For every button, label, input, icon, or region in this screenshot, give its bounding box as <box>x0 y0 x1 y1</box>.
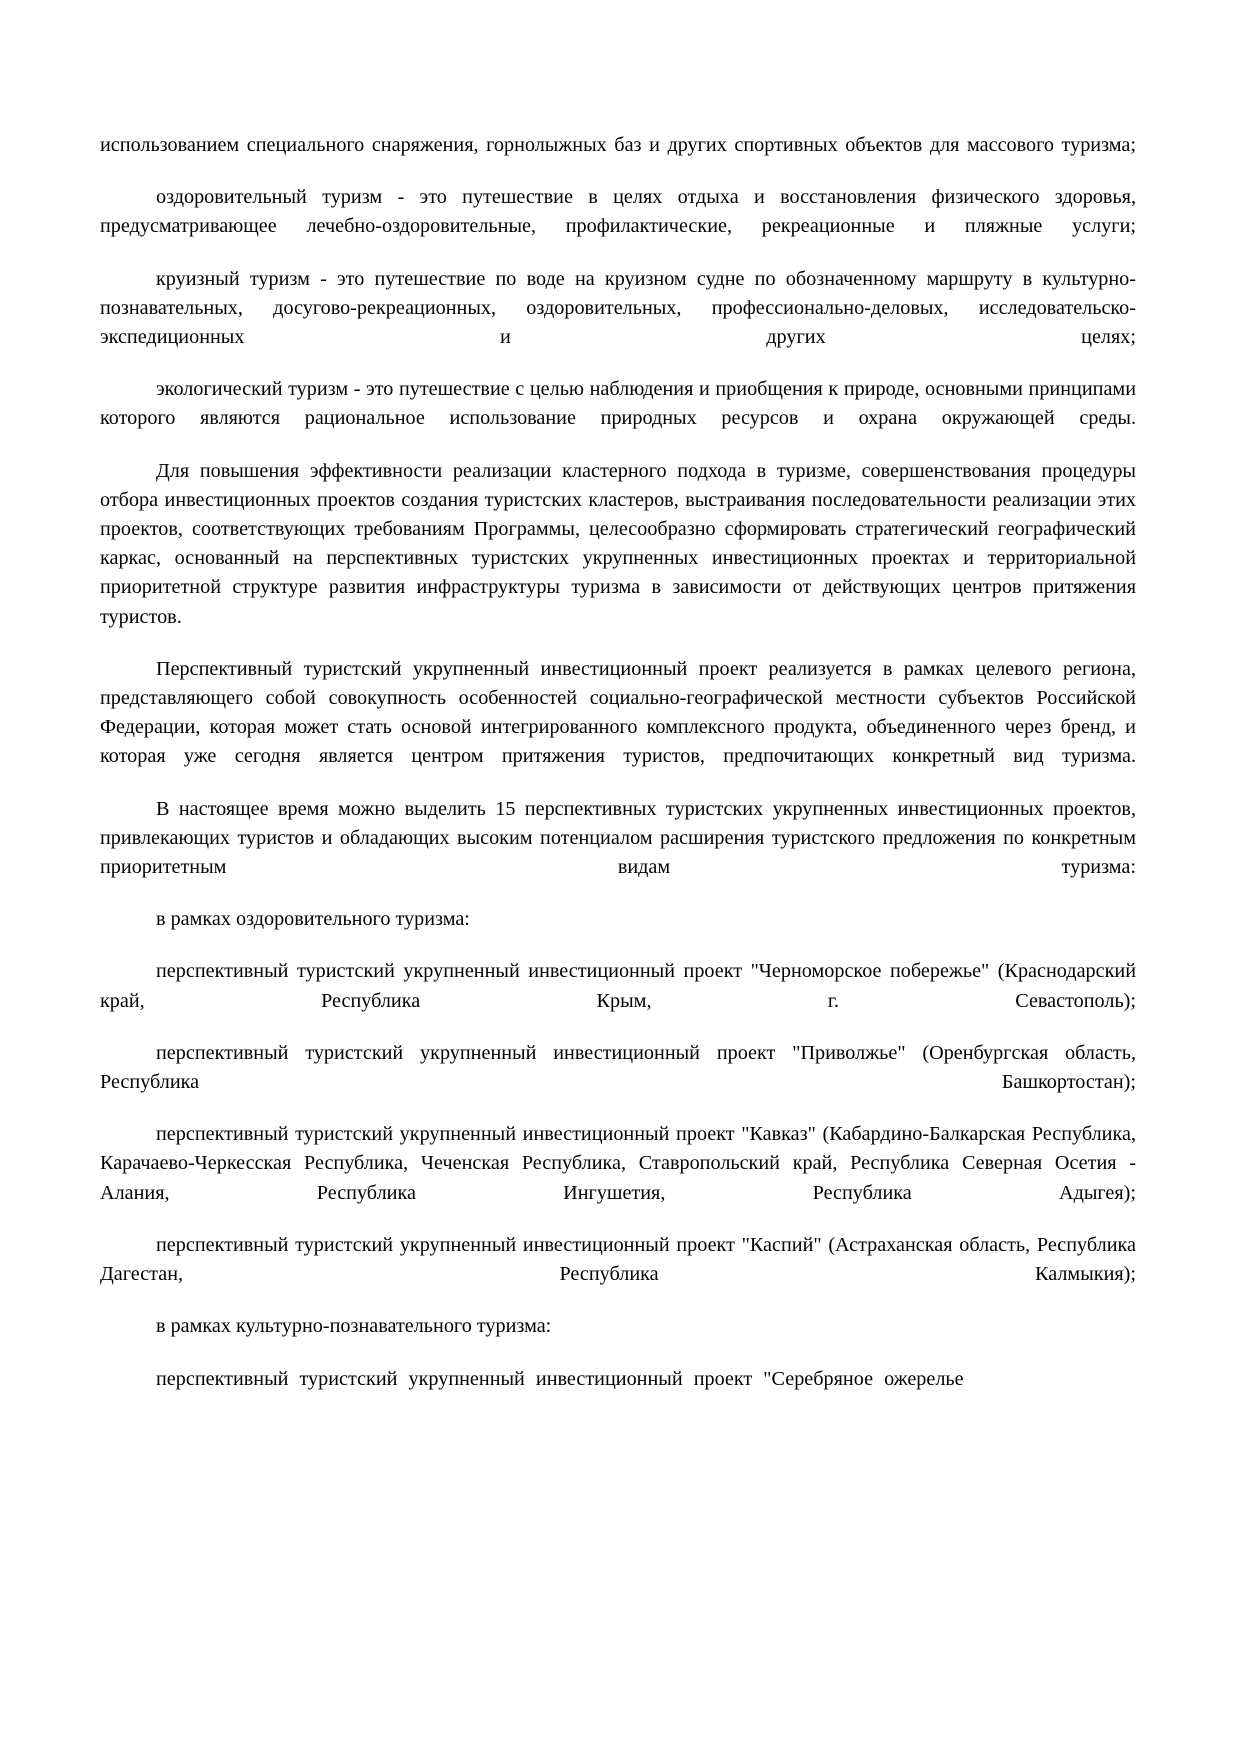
paragraph-project-privolzhye: перспективный туристский укрупненный инвестиционный проект "Приволжье" (Оренбургская область, Республика Башкортостан); <box>100 1041 1136 1094</box>
paragraph-project-silver-necklace: перспективный туристский укрупненный инвестиционный проект "Серебряное ожерелье <box>156 1367 964 1390</box>
paragraph-sport-equipment: использованием специального снаряжения, горнолыжных баз и других спортивных объектов для массового туризма; <box>100 134 1136 156</box>
paragraph-health-tourism-definition: оздоровительный туризм - это путешествие в целях отдыха и восстановления физического здоровья, предусматривающее лечебно-оздоровительные, профилактические, рекреационные и пляжные услуги; <box>100 186 1136 238</box>
paragraph-project-kaspiy: перспективный туристский укрупненный инвестиционный проект "Каспий" (Астраханская область, Республика Дагестан, Республика Калмыкия); <box>100 1233 1136 1286</box>
paragraph-heading-cultural-tourism: в рамках культурно-познавательного туризма: <box>156 1315 552 1338</box>
paragraph-heading-health-tourism: в рамках оздоровительного туризма: <box>156 908 470 931</box>
paragraph-cluster-approach: Для повышения эффективности реализации кластерного подхода в туризме, совершенствования процедуры отбора инвестиционных проектов создания туристских кластеров, выстраивания последовательности реализации этих проектов, соответствующих требованиям Программы, целесообразно сформировать стратегический географический каркас, основанный на перспективных туристских укрупненных инвестиционных проектах и территориальной приоритетной структуре развития инфраструктуры туризма в зависимости от действующих центров притяжения туристов. <box>100 459 1136 628</box>
paragraph-project-definition: Перспективный туристский укрупненный инвестиционный проект реализуется в рамках целевого региона, представляющего собой совокупность особенностей социально-географической местности субъектов Российской Федерации, которая может стать основой интегрированного комплексного продукта, объединенного через бренд, и которая уже сегодня является центром притяжения туристов, предпочитающих конкретный вид туризма. <box>100 657 1136 768</box>
paragraph-cruise-tourism-definition: круизный туризм - это путешествие по воде на круизном судне по обозначенному маршруту в культурно-познавательных, досугово-рекреационных, оздоровительных, профессионально-деловых, исследовательско-экспедиционных и других целях; <box>100 267 1136 349</box>
paragraph-eco-tourism-definition: экологический туризм - это путешествие с целью наблюдения и приобщения к природе, основными принципами которого являются рациональное использование природных ресурсов и охрана окружающей среды. <box>100 378 1136 430</box>
paragraph-fifteen-projects: В настоящее время можно выделить 15 перспективных туристских укрупненных инвестиционных проектов, привлекающих туристов и обладающих высоким потенциалом расширения туристского предложения по конкретным приоритетным видам туризма: <box>100 797 1136 879</box>
paragraph-project-kavkaz: перспективный туристский укрупненный инвестиционный проект "Кавказ" (Кабардино-Балкарская Республика, Карачаево-Черкесская Республика, Чеченская Республика, Ставропольский край, Республика Северная Осетия - Алания, Республика Ингушетия, Республика Адыгея); <box>100 1123 1136 1204</box>
document-text-column <box>100 131 1136 1394</box>
paragraph-project-black-sea-coast: перспективный туристский укрупненный инвестиционный проект "Черноморское побережье" (Краснодарский край, Республика Крым, г. Севастополь); <box>100 960 1136 1012</box>
